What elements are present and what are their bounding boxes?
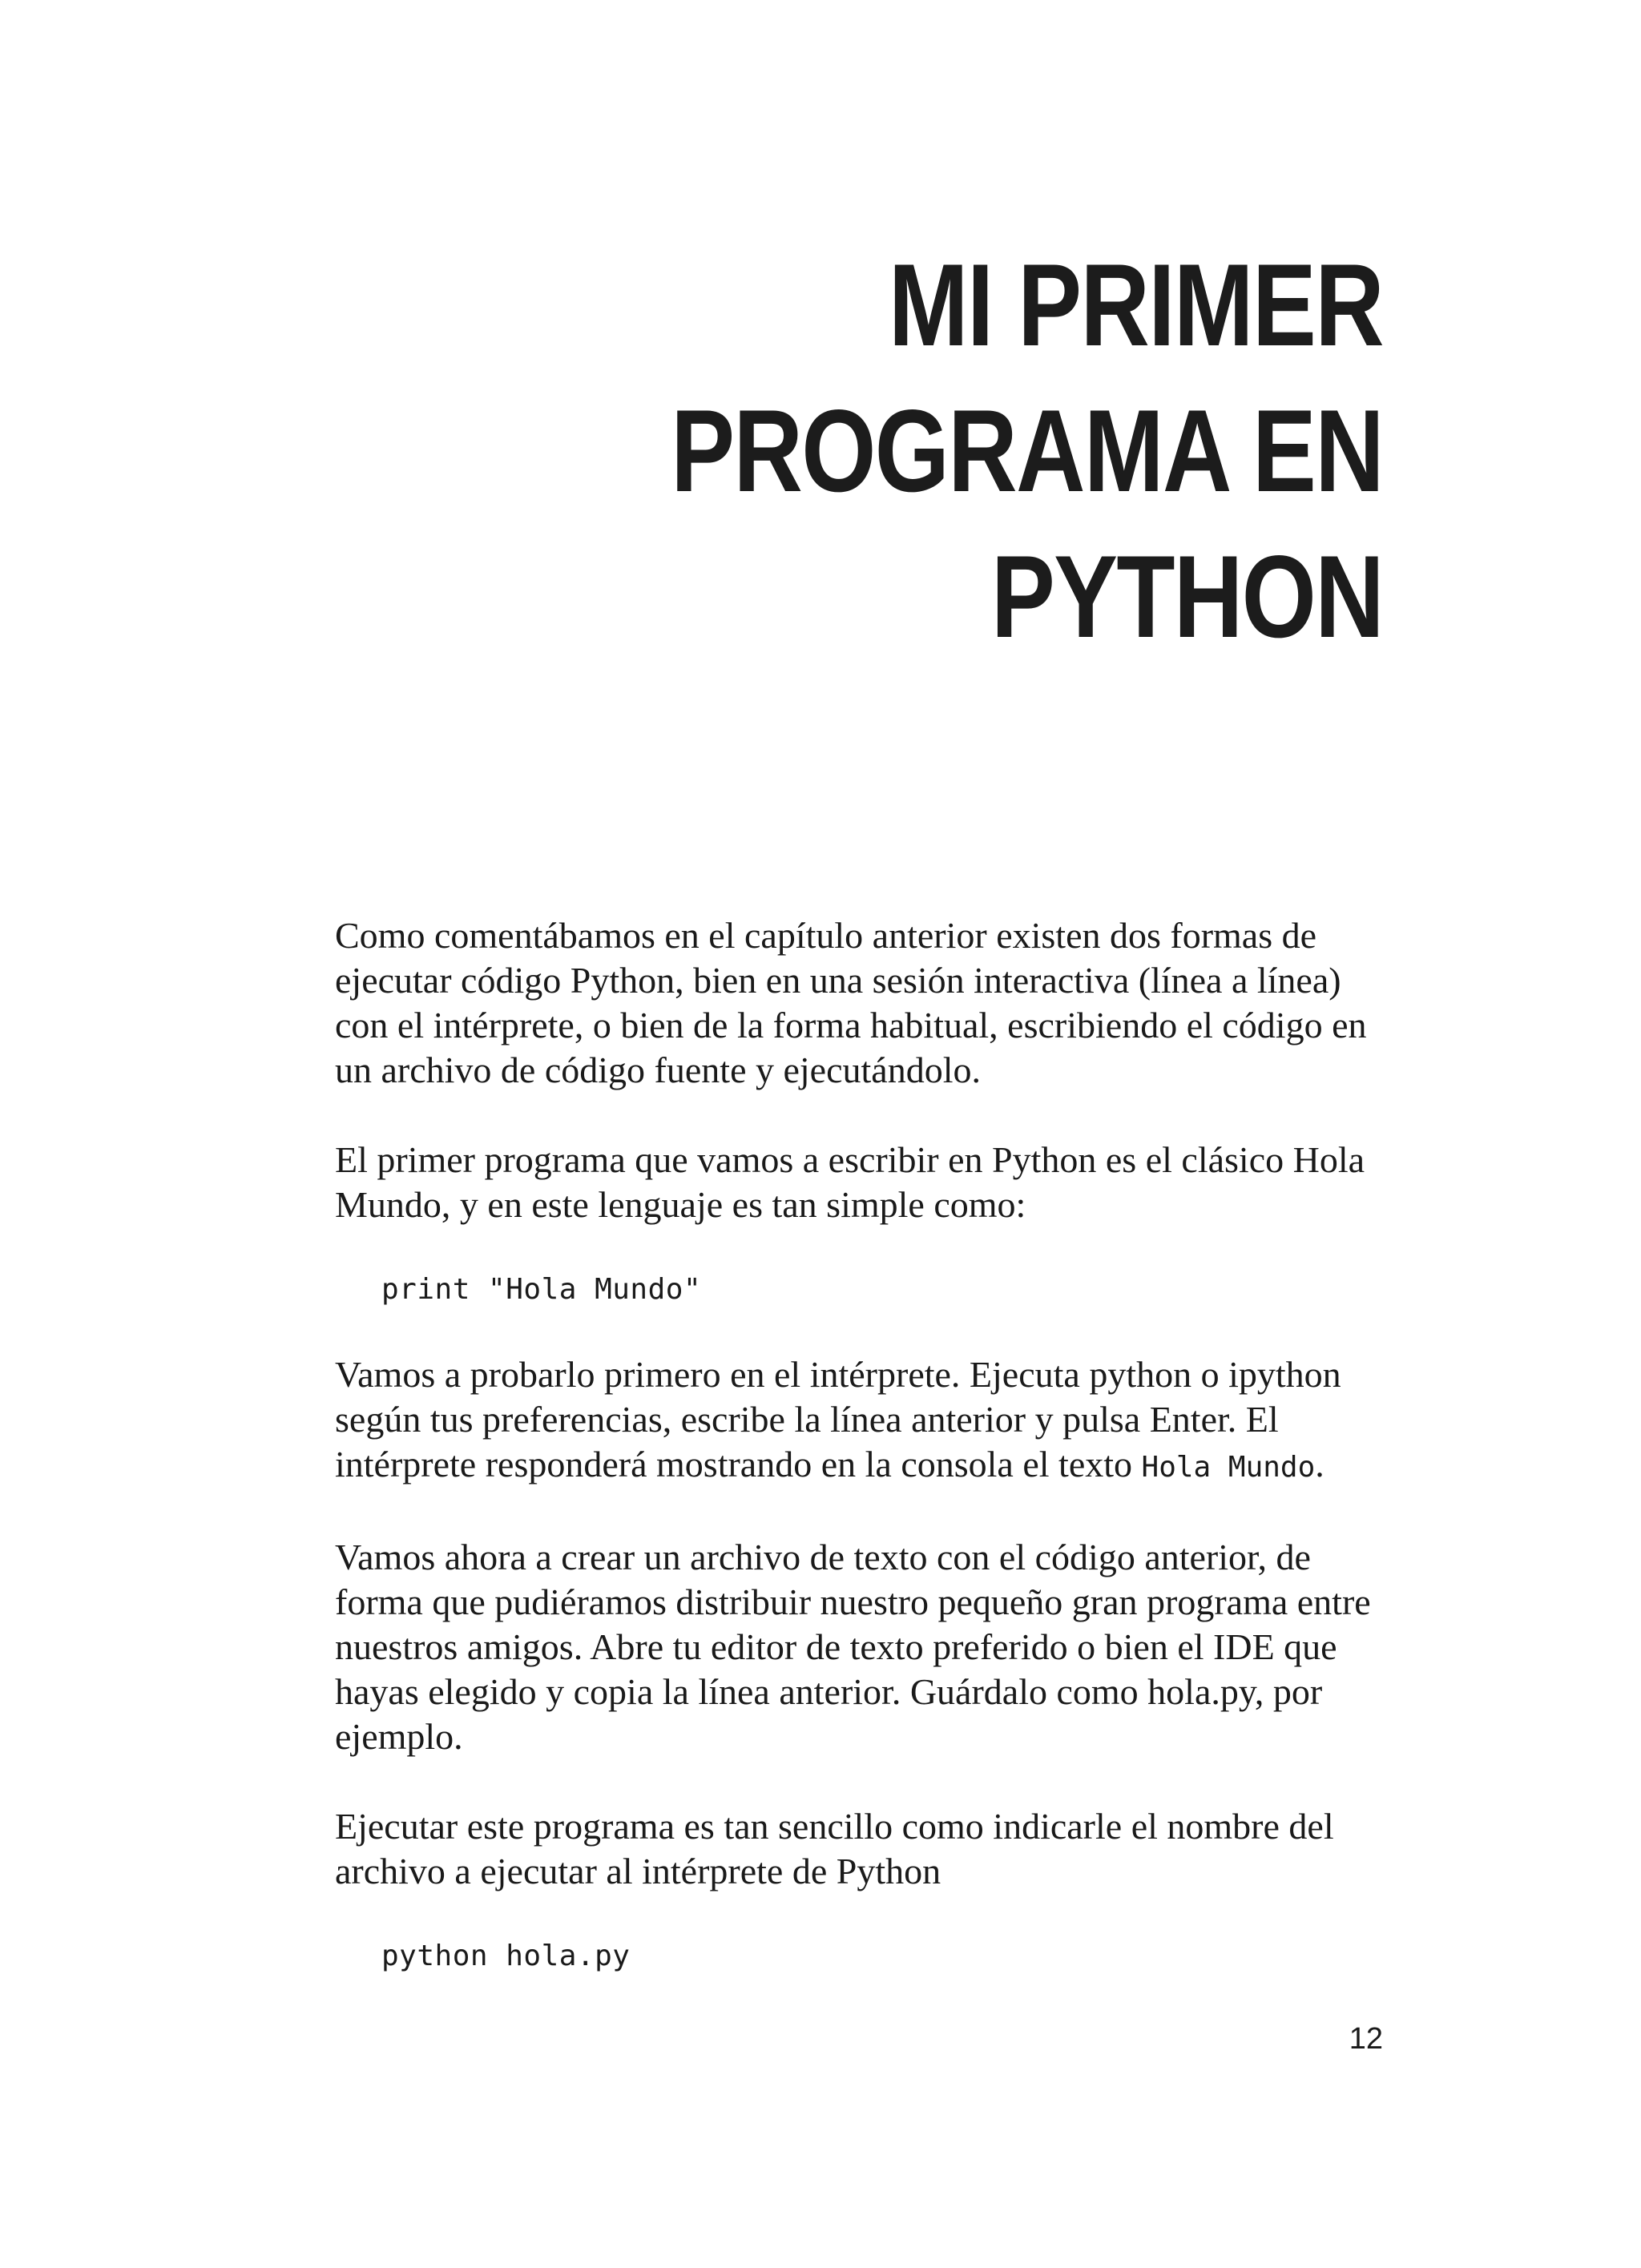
inline-code-hola-mundo: Hola Mundo <box>1141 1451 1316 1484</box>
paragraph-first-program: El primer programa que vamos a escribir en Python es el clásico Hola Mundo, y en este lenguaje es tan simple como: <box>335 1139 1365 1225</box>
page-number: 12 <box>1349 2022 1383 2056</box>
code-block-print: print "Hola Mundo" <box>381 1273 702 1306</box>
paragraph-run-file: Ejecutar este programa es tan sencillo como indicarle el nombre del archivo a ejecutar al intérprete de Python <box>335 1806 1334 1891</box>
paragraph-create-file: Vamos ahora a crear un archivo de texto con el código anterior, de forma que pudiéramos distribuir nuestro pequeño gran programa entre nuestros amigos. Abre tu editor de texto preferido o bien el IDE que hayas elegido y copia la línea anterior. Guárdalo como hola.py, por ejemplo. <box>335 1537 1371 1757</box>
chapter-title-line-1: MI PRIMER <box>888 240 1383 370</box>
code-block-run: python hola.py <box>381 1940 631 1972</box>
paragraph-interpreter-end: . <box>1315 1444 1324 1484</box>
paragraph-intro: Como comentábamos en el capítulo anterior existen dos formas de ejecutar código Python, bien en una sesión interactiva (línea a línea) con el intérprete, o bien de la forma habitual, escribiendo el código en un archivo de código fuente y ejecutándolo. <box>335 915 1367 1090</box>
chapter-title-line-2: PROGRAMA EN <box>671 385 1383 516</box>
chapter-title <box>529 232 1383 670</box>
paragraph-interpreter <box>335 1352 1393 1490</box>
chapter-title-line-3: PYTHON <box>990 531 1383 662</box>
paragraph-interpreter-text: Vamos a probarlo primero en el intérprete. Ejecuta python o ipython según tus preferencias, escribe la línea anterior y pulsa Enter. El intérprete responderá mostrando en la consola el texto <box>335 1354 1341 1484</box>
chapter-body <box>335 913 1393 2019</box>
